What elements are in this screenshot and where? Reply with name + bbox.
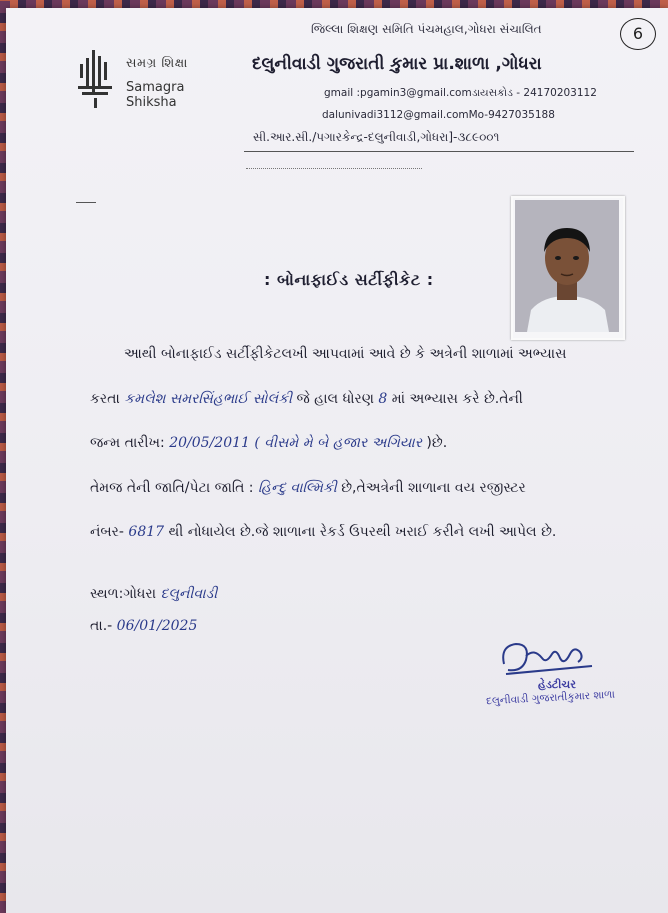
line4-prefix: તેમજ તેની જાતિ/પેટા જાતિ : [90, 480, 254, 496]
line4-suffix: છે,તેઅત્રેની શાળાના વય રજીસ્ટર [341, 480, 526, 496]
student-name: કમલેશ સમરસિંહભાઈ સોલંકી [124, 391, 293, 407]
crc-address: સી.આર.સી./પગારકેન્દ્ર-દલુનીવાડી,ગોધરા]-૩૮૯૦૦૧ [253, 130, 500, 144]
standard-value: 8 [378, 391, 388, 407]
date-value: 06/01/2025 [116, 618, 198, 634]
birth-date: 20/05/2011 [169, 435, 250, 451]
date-label: તા.- [90, 618, 113, 634]
logo-text-english: Samagra Shiksha [126, 80, 185, 110]
signature-image [496, 636, 596, 678]
line3-suffix: )છે. [426, 435, 448, 451]
school-stamp: દલુનીવાડી ગુજરાતીકુમાર શાળા [485, 688, 616, 708]
line3-prefix: જન્મ તારીખ: [90, 435, 165, 451]
place-label: સ્થળ:ગોધરા [90, 586, 157, 602]
register-number: 6817 [128, 524, 165, 540]
student-portrait-image [513, 198, 623, 338]
certificate-line-3 [90, 435, 447, 451]
logo-text-gujarati: સમગ્ર શિક્ષા [126, 56, 188, 71]
contact-email-line: gmail :pgamin3@gmail.comડાયસકોડ - 24170203112 [324, 87, 597, 99]
line5-suffix: થી નોધાયેલ છે.જે શાળાના રેકર્ડ ઉપરથી ખરાઈ કરીને લખી આપેલ છે. [168, 524, 557, 540]
designation-label: હેડટીચર [538, 678, 576, 691]
certificate-line-4 [90, 480, 526, 496]
certificate-paper [6, 8, 668, 913]
line2-suffix: માં અભ્યાસ કરે છે.તેની [391, 391, 523, 407]
margin-mark [76, 202, 96, 203]
date-line [90, 618, 197, 634]
certificate-line-2 [90, 391, 523, 407]
certificate-line-5 [90, 524, 556, 540]
certificate-line-1: આથી બોનાફાઈડ સર્ટીફીકેટલખી આપવામાં આવે છે કે અત્રેની શાળામાં અભ્યાસ [124, 346, 567, 362]
contact-mobile-line: dalunivadi3112@gmail.comMo-9427035188 [322, 109, 555, 121]
header-top-line: જિલ્લા શિક્ષણ સમિતિ પંચમહાલ,ગોધરા સંચાલિત [311, 22, 542, 36]
certificate-title: : બોનાફાઈડ સર્ટીફીકેટ : [264, 270, 434, 289]
header-dotted-line [246, 168, 422, 169]
student-photo [511, 196, 625, 340]
samagra-shiksha-logo [74, 46, 234, 116]
place-value: દલુનીવાડી [160, 586, 218, 602]
place-line [90, 586, 217, 602]
photo-frame [497, 194, 637, 342]
logo-icon [74, 46, 124, 116]
line2-mid: જે હાલ ધોરણ [296, 391, 374, 407]
header-divider [244, 151, 634, 152]
caste-value: હિન્દુ વાલ્મિકી [257, 480, 337, 496]
line2-prefix: કરતા [90, 391, 120, 407]
birth-date-words: ( વીસમે મે બે હજાર અગિયાર [254, 435, 422, 451]
line5-prefix: નંબર- [90, 524, 124, 540]
page-number: 6 [620, 18, 656, 50]
school-name: દલુનીવાડી ગુજરાતી કુમાર પ્રા.શાળા ,ગોધરા [252, 54, 542, 74]
